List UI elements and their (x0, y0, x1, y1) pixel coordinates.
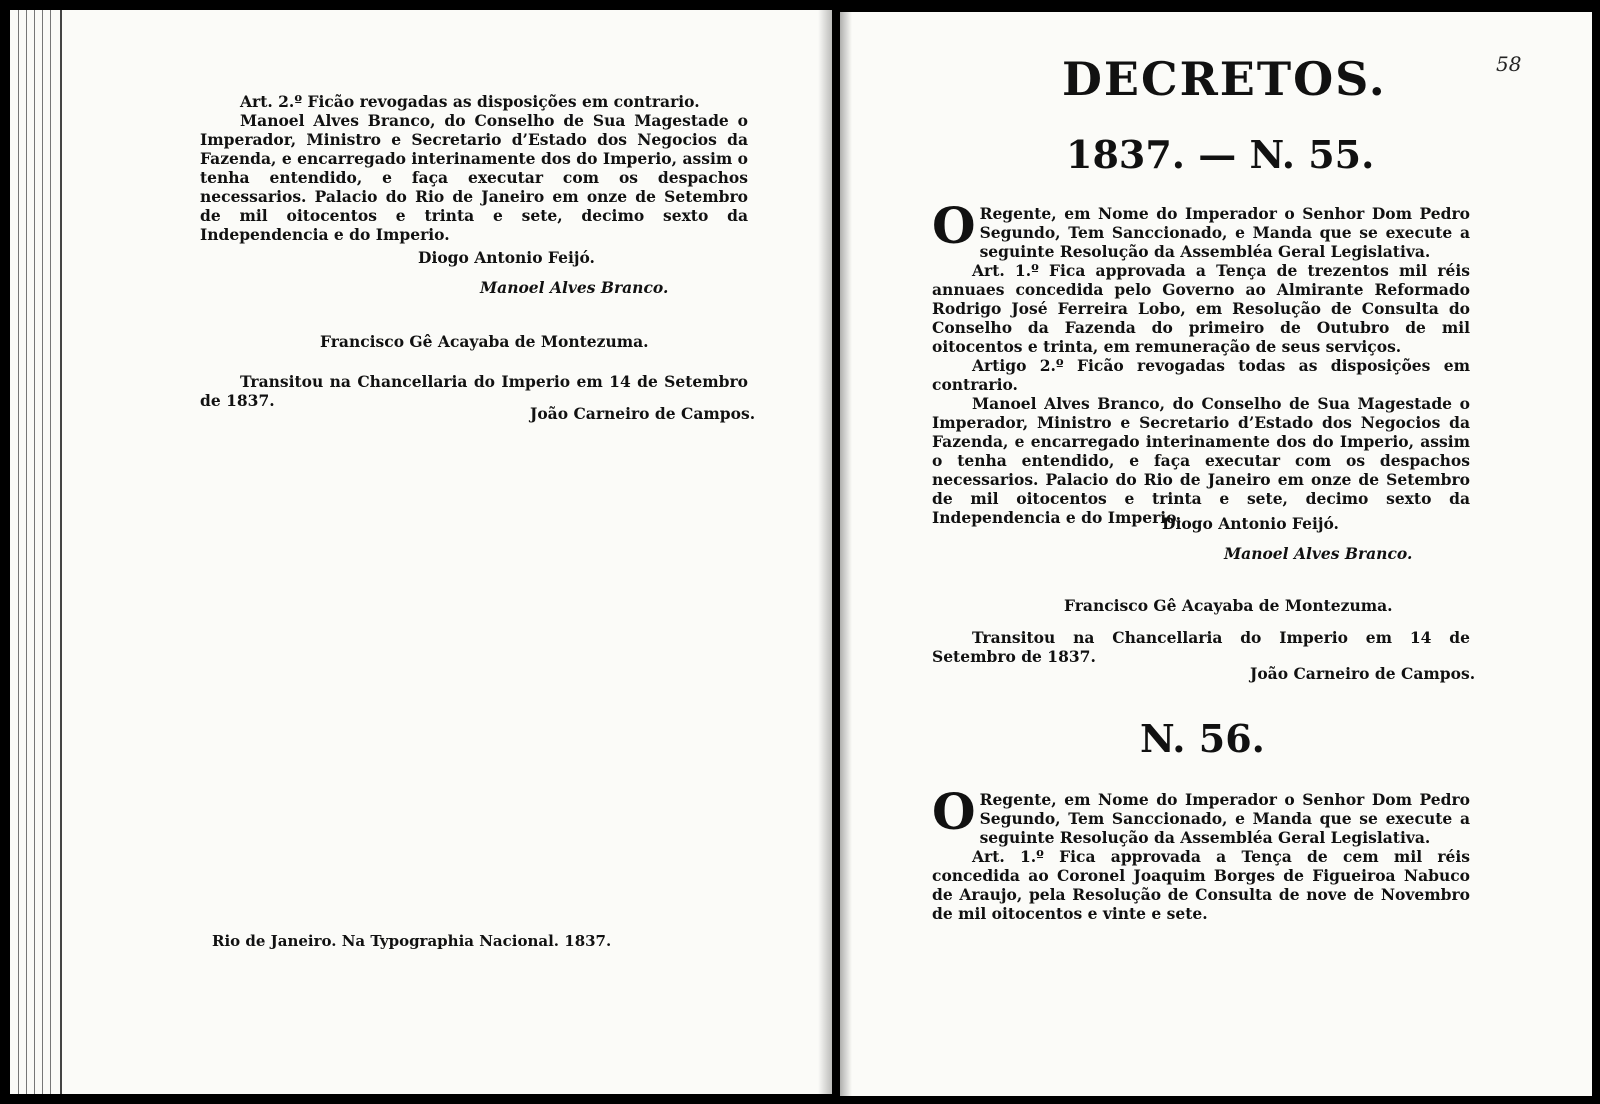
page-edge (42, 10, 43, 1094)
page-number: 58 (1496, 52, 1522, 76)
left-text-block (200, 92, 748, 244)
decree-56-body (932, 782, 1470, 923)
decree-55-intro: Regente, em Nome do Imperador o Senhor Dom Pedro Segundo, Tem Sanccionado, e Manda que se execute a seguinte Resolução da Assembléa Geral Legislativa. (979, 204, 1470, 261)
page-edge (26, 10, 27, 1094)
left-signature-branco: Manoel Alves Branco. (480, 278, 669, 297)
right-page (840, 12, 1592, 1096)
page-edge (18, 10, 19, 1094)
right-signature-branco: Manoel Alves Branco. (1224, 544, 1413, 563)
page-edge (60, 10, 62, 1094)
decree-55-article-2: Artigo 2.º Ficão revogadas todas as disposições em contrario. (932, 356, 1470, 394)
decree-55-minister-paragraph: Manoel Alves Branco, do Conselho de Sua Magestade o Imperador, Ministro e Secretario d’Estado dos Negocios da Fazenda, e encarregado interinamente dos do Imperio, assim o tenha entendido, e faça executar com os despachos necessarios. Palacio do Rio de Janeiro em onze de Setembro de mil oitocentos e trinta e sete, decimo sexto da Independencia e do Imperio. (932, 394, 1470, 527)
decree-55-title: 1837. — N. 55. (1066, 132, 1375, 177)
left-page (10, 10, 832, 1094)
right-chancellery-signature: João Carneiro de Campos. (1250, 664, 1476, 683)
right-chancellery: Transitou na Chancellaria do Imperio em 14 de Setembro de 1837. (932, 628, 1470, 666)
left-minister-paragraph: Manoel Alves Branco, do Conselho de Sua Magestade o Imperador, Ministro e Secretario d’Estado dos Negocios da Fazenda, e encarregado interinamente dos do Imperio, assim o tenha entendido, e faça executar com os despachos necessarios. Palacio do Rio de Janeiro em onze de Setembro de mil oitocentos e trinta e sete, decimo sexto da Independencia e do Imperio. (200, 111, 748, 244)
decree-55-body (932, 196, 1470, 527)
left-article-2: Art. 2.º Ficão revogadas as disposições em contrario. (240, 92, 700, 111)
left-chancellery: Transitou na Chancellaria do Imperio em 14 de Setembro de 1837. (200, 372, 748, 410)
gutter-shadow (818, 10, 832, 1094)
right-signature-feijo: Diogo Antonio Feijó. (1162, 514, 1339, 533)
right-signature-montezuma: Francisco Gê Acayaba de Montezuma. (1064, 596, 1393, 615)
section-heading: DECRETOS. (1062, 52, 1387, 106)
decree-56-intro: Regente, em Nome do Imperador o Senhor Dom Pedro Segundo, Tem Sanccionado, e Manda que se execute a seguinte Resolução da Assembléa Geral Legislativa. (979, 790, 1470, 847)
dropcap: O (932, 782, 976, 841)
decree-56-article-1: Art. 1.º Fica approvada a Tença de cem mil réis concedida ao Coronel Joaquim Borges de Figueiroa Nabuco de Araujo, pela Resolução de Consulta de nove de Novembro de mil oitocentos e vinte e sete. (932, 847, 1470, 923)
left-imprint: Rio de Janeiro. Na Typographia Nacional. 1837. (212, 932, 612, 950)
left-chancellery-signature: João Carneiro de Campos. (530, 404, 756, 423)
page-edge (50, 10, 51, 1094)
decree-55-article-1: Art. 1.º Fica approvada a Tença de trezentos mil réis annuaes concedida pelo Governo ao Almirante Reformado Rodrigo José Ferreira Lobo, em Resolução de Consulta do Conselho da Fazenda do primeiro de Outubro de mil oitocentos e trinta, em remuneração de seus serviços. (932, 261, 1470, 356)
gutter-shadow (840, 12, 852, 1096)
decree-56-title: N. 56. (1140, 716, 1265, 761)
dropcap: O (932, 196, 976, 255)
left-signature-montezuma: Francisco Gê Acayaba de Montezuma. (320, 332, 649, 351)
page-edge (34, 10, 35, 1094)
left-signature-feijo: Diogo Antonio Feijó. (418, 248, 595, 267)
